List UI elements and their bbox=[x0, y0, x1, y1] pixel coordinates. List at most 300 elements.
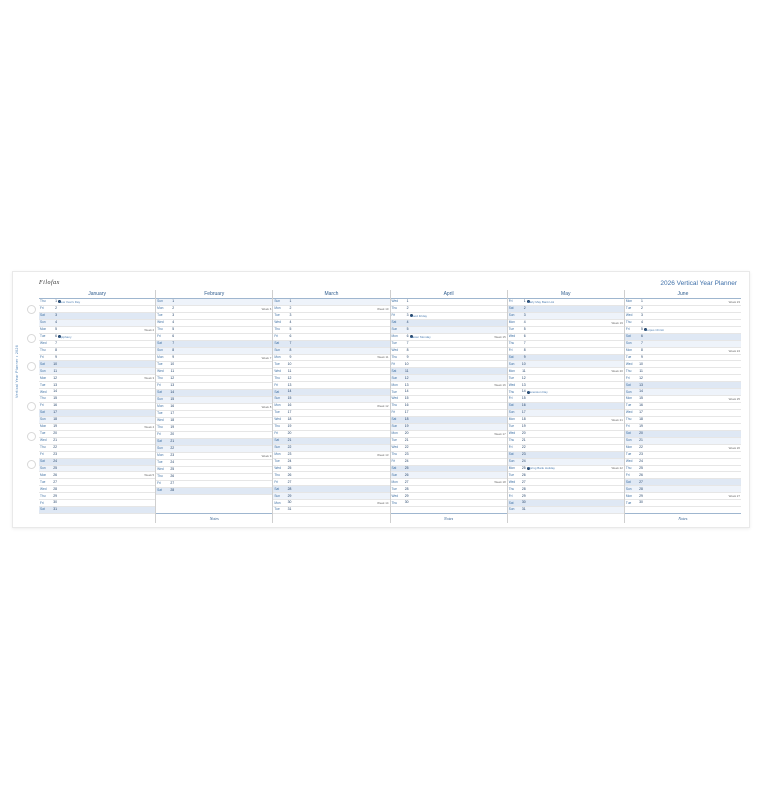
day-number: 24 bbox=[639, 458, 643, 463]
day-row[interactable] bbox=[508, 472, 624, 479]
day-weekday: Mon bbox=[157, 404, 164, 409]
day-row[interactable] bbox=[508, 431, 624, 438]
day-row[interactable] bbox=[625, 389, 741, 396]
day-row[interactable] bbox=[273, 361, 389, 368]
day-row[interactable] bbox=[39, 445, 155, 452]
day-note: Corpus Christi bbox=[644, 327, 664, 332]
day-row[interactable] bbox=[39, 327, 155, 334]
day-row[interactable] bbox=[39, 459, 155, 466]
day-row[interactable] bbox=[391, 452, 507, 459]
day-number: 18 bbox=[287, 417, 292, 422]
day-weekday: Thu bbox=[40, 396, 46, 401]
day-row[interactable] bbox=[508, 306, 624, 313]
day-row[interactable] bbox=[39, 507, 155, 514]
day-row[interactable] bbox=[156, 425, 272, 432]
day-row[interactable] bbox=[39, 431, 155, 438]
day-row[interactable] bbox=[391, 327, 507, 334]
day-row[interactable] bbox=[625, 334, 741, 341]
day-weekday: Sun bbox=[508, 313, 515, 318]
day-row[interactable] bbox=[273, 459, 389, 466]
day-weekday: Mon bbox=[625, 299, 633, 304]
day-row[interactable] bbox=[39, 375, 155, 382]
day-row[interactable] bbox=[391, 424, 507, 431]
day-row[interactable] bbox=[39, 466, 155, 473]
day-number: 20 bbox=[287, 431, 292, 436]
day-row[interactable] bbox=[625, 355, 741, 362]
day-number: 19 bbox=[639, 424, 643, 429]
day-weekday: Mon bbox=[40, 424, 47, 429]
day-number: 20 bbox=[53, 431, 57, 436]
day-row[interactable] bbox=[508, 375, 624, 382]
day-row[interactable] bbox=[273, 368, 389, 375]
day-row[interactable] bbox=[273, 313, 389, 320]
day-weekday: Mon bbox=[274, 354, 281, 359]
day-row[interactable] bbox=[273, 445, 389, 452]
day-weekday: Sun bbox=[625, 486, 632, 491]
day-row[interactable] bbox=[508, 368, 624, 375]
day-row[interactable] bbox=[273, 472, 389, 479]
day-row[interactable] bbox=[508, 396, 624, 403]
day-row[interactable] bbox=[273, 466, 389, 473]
day-row[interactable] bbox=[39, 355, 155, 362]
day-number: 30 bbox=[53, 500, 57, 505]
day-row[interactable] bbox=[273, 431, 389, 438]
day-row[interactable] bbox=[625, 500, 741, 507]
day-row[interactable] bbox=[156, 348, 272, 355]
day-row[interactable] bbox=[156, 369, 272, 376]
day-row[interactable] bbox=[273, 424, 389, 431]
day-row[interactable] bbox=[508, 445, 624, 452]
day-row[interactable] bbox=[625, 382, 741, 389]
day-weekday: Sun bbox=[274, 347, 281, 352]
day-number: 19 bbox=[404, 424, 409, 429]
day-row[interactable] bbox=[156, 362, 272, 369]
day-number: 26 bbox=[521, 472, 526, 477]
day-weekday: Fri bbox=[274, 382, 279, 387]
day-number: 29 bbox=[521, 493, 526, 498]
day-row[interactable] bbox=[508, 438, 624, 445]
day-row[interactable] bbox=[156, 334, 272, 341]
day-row[interactable] bbox=[391, 493, 507, 500]
day-row[interactable] bbox=[273, 500, 389, 507]
day-number: 10 bbox=[639, 361, 643, 366]
day-row[interactable] bbox=[39, 438, 155, 445]
day-number: 6 bbox=[640, 333, 643, 338]
day-weekday: Mon bbox=[625, 347, 633, 352]
day-row[interactable] bbox=[508, 382, 624, 389]
day-weekday: Wed bbox=[625, 410, 633, 415]
day-row[interactable] bbox=[625, 410, 741, 417]
day-row[interactable] bbox=[508, 459, 624, 466]
punch-hole bbox=[27, 305, 36, 314]
day-weekday: Sun bbox=[625, 340, 632, 345]
day-row[interactable] bbox=[39, 424, 155, 431]
day-number: 13 bbox=[639, 382, 643, 387]
day-row[interactable] bbox=[156, 474, 272, 481]
day-row[interactable] bbox=[273, 417, 389, 424]
day-weekday: Wed bbox=[625, 361, 633, 366]
day-row[interactable] bbox=[156, 341, 272, 348]
day-row[interactable] bbox=[156, 439, 272, 446]
day-row[interactable] bbox=[625, 424, 741, 431]
day-row[interactable] bbox=[625, 368, 741, 375]
day-weekday: Thu bbox=[625, 368, 632, 373]
day-number: 11 bbox=[639, 368, 643, 373]
day-weekday: Mon bbox=[40, 327, 47, 332]
day-row[interactable] bbox=[391, 459, 507, 466]
day-weekday: Thu bbox=[391, 403, 398, 408]
day-row[interactable] bbox=[508, 389, 624, 396]
day-number: 20 bbox=[639, 431, 643, 436]
day-row[interactable] bbox=[39, 452, 155, 459]
day-number: 5 bbox=[640, 327, 643, 332]
day-number: 25 bbox=[639, 465, 643, 470]
day-weekday: Wed bbox=[391, 396, 399, 401]
day-row[interactable] bbox=[156, 411, 272, 418]
day-row[interactable] bbox=[508, 341, 624, 348]
day-weekday: Wed bbox=[391, 347, 399, 352]
day-number: 24 bbox=[170, 460, 175, 465]
day-weekday: Sat bbox=[508, 451, 514, 456]
week-number: Week 16 bbox=[494, 383, 506, 388]
day-row[interactable] bbox=[625, 396, 741, 403]
day-number: 7 bbox=[55, 340, 57, 345]
day-weekday: Sun bbox=[157, 348, 163, 353]
day-row[interactable] bbox=[273, 299, 389, 306]
day-row[interactable] bbox=[273, 355, 389, 362]
day-row[interactable] bbox=[273, 479, 389, 486]
day-row[interactable] bbox=[156, 299, 272, 306]
day-weekday: Mon bbox=[391, 334, 398, 339]
day-row[interactable] bbox=[391, 375, 507, 382]
day-row[interactable] bbox=[391, 299, 507, 306]
day-row[interactable] bbox=[625, 507, 741, 513]
day-row[interactable] bbox=[508, 507, 624, 514]
day-row[interactable] bbox=[273, 486, 389, 493]
day-row[interactable] bbox=[625, 459, 741, 466]
day-row[interactable] bbox=[156, 432, 272, 439]
day-row[interactable] bbox=[508, 361, 624, 368]
month-column bbox=[508, 290, 625, 523]
day-row[interactable] bbox=[508, 479, 624, 486]
day-row[interactable] bbox=[156, 306, 272, 313]
day-number: 23 bbox=[404, 451, 409, 456]
day-row[interactable] bbox=[391, 320, 507, 327]
day-row[interactable] bbox=[156, 460, 272, 467]
day-weekday: Sun bbox=[508, 361, 515, 366]
day-number: 11 bbox=[522, 368, 526, 373]
day-number: 12 bbox=[639, 375, 643, 380]
day-row[interactable] bbox=[273, 396, 389, 403]
day-row[interactable] bbox=[625, 327, 741, 334]
day-row[interactable] bbox=[625, 320, 741, 327]
day-row[interactable] bbox=[625, 431, 741, 438]
day-weekday: Sun bbox=[40, 465, 46, 470]
day-number: 12 bbox=[53, 375, 57, 380]
day-row[interactable] bbox=[625, 341, 741, 348]
day-row[interactable] bbox=[273, 438, 389, 445]
day-row[interactable] bbox=[39, 389, 155, 396]
day-number: 10 bbox=[404, 361, 409, 366]
day-number: 3 bbox=[406, 313, 409, 318]
day-row[interactable] bbox=[39, 479, 155, 486]
day-weekday: Sat bbox=[625, 382, 631, 387]
day-row[interactable] bbox=[156, 481, 272, 488]
day-row[interactable] bbox=[391, 466, 507, 473]
day-number: 16 bbox=[639, 403, 643, 408]
week-number: Week 11 bbox=[377, 355, 389, 360]
day-row[interactable] bbox=[391, 389, 507, 396]
day-row[interactable] bbox=[156, 404, 272, 411]
day-row[interactable] bbox=[508, 320, 624, 327]
day-row[interactable] bbox=[391, 438, 507, 445]
day-weekday: Sat bbox=[508, 403, 514, 408]
day-number: 1 bbox=[640, 299, 643, 304]
year-planner-sheet bbox=[12, 271, 750, 528]
day-number: 8 bbox=[172, 348, 175, 353]
day-row[interactable] bbox=[508, 327, 624, 334]
day-row[interactable] bbox=[508, 313, 624, 320]
day-row[interactable] bbox=[39, 341, 155, 348]
day-row[interactable] bbox=[391, 306, 507, 313]
day-weekday: Mon bbox=[274, 306, 281, 311]
day-weekday: Sun bbox=[274, 396, 281, 401]
day-row[interactable] bbox=[39, 348, 155, 355]
day-number: 6 bbox=[55, 333, 57, 338]
month-header: April bbox=[391, 290, 507, 299]
day-row[interactable] bbox=[273, 389, 389, 396]
day-row[interactable] bbox=[391, 417, 507, 424]
month-header: March bbox=[273, 290, 389, 299]
day-number: 4 bbox=[172, 320, 175, 325]
day-row[interactable] bbox=[625, 375, 741, 382]
day-row[interactable] bbox=[39, 320, 155, 327]
day-row[interactable] bbox=[273, 341, 389, 348]
day-row[interactable] bbox=[625, 472, 741, 479]
day-row[interactable] bbox=[273, 320, 389, 327]
day-number: 17 bbox=[170, 411, 175, 416]
day-row[interactable] bbox=[625, 348, 741, 355]
day-weekday: Thu bbox=[157, 376, 163, 381]
day-row[interactable] bbox=[156, 418, 272, 425]
day-row[interactable] bbox=[39, 410, 155, 417]
day-row[interactable] bbox=[156, 507, 272, 513]
day-number: 28 bbox=[521, 486, 526, 491]
week-number: Week 23 bbox=[728, 299, 741, 304]
day-row[interactable] bbox=[391, 341, 507, 348]
day-row[interactable] bbox=[508, 466, 624, 473]
day-weekday: Wed bbox=[40, 486, 47, 491]
day-row[interactable] bbox=[391, 313, 507, 320]
day-row[interactable] bbox=[391, 334, 507, 341]
day-row[interactable] bbox=[625, 313, 741, 320]
day-row[interactable] bbox=[39, 486, 155, 493]
day-row[interactable] bbox=[273, 493, 389, 500]
day-row[interactable] bbox=[625, 403, 741, 410]
day-weekday: Sat bbox=[40, 410, 45, 415]
day-number: 15 bbox=[287, 396, 292, 401]
day-row[interactable] bbox=[391, 445, 507, 452]
day-row[interactable] bbox=[39, 500, 155, 507]
day-row[interactable] bbox=[391, 361, 507, 368]
day-row[interactable] bbox=[156, 390, 272, 397]
day-row[interactable] bbox=[391, 486, 507, 493]
day-weekday: Thu bbox=[391, 354, 398, 359]
day-row[interactable] bbox=[39, 313, 155, 320]
day-row[interactable] bbox=[391, 431, 507, 438]
day-row[interactable] bbox=[391, 403, 507, 410]
day-row[interactable] bbox=[391, 500, 507, 507]
week-number: Week 3 bbox=[144, 376, 155, 381]
day-weekday: Tue bbox=[274, 458, 280, 463]
day-row[interactable] bbox=[156, 453, 272, 460]
day-row[interactable] bbox=[156, 383, 272, 390]
day-row[interactable] bbox=[625, 361, 741, 368]
day-row[interactable] bbox=[625, 438, 741, 445]
day-row[interactable] bbox=[39, 417, 155, 424]
day-row[interactable] bbox=[391, 382, 507, 389]
day-weekday: Mon bbox=[508, 320, 515, 325]
day-weekday: Thu bbox=[625, 465, 632, 470]
day-weekday: Wed bbox=[40, 438, 47, 443]
day-row[interactable] bbox=[625, 445, 741, 452]
day-weekday: Mon bbox=[625, 493, 633, 498]
day-row[interactable] bbox=[156, 376, 272, 383]
day-row[interactable] bbox=[39, 334, 155, 341]
day-weekday: Sun bbox=[391, 375, 398, 380]
day-weekday: Fri bbox=[391, 410, 396, 415]
day-number: 10 bbox=[521, 361, 526, 366]
day-weekday: Mon bbox=[274, 500, 281, 505]
day-number: 14 bbox=[170, 390, 175, 395]
day-row[interactable] bbox=[391, 507, 507, 513]
day-row[interactable] bbox=[391, 472, 507, 479]
day-row[interactable] bbox=[625, 486, 741, 493]
day-row[interactable] bbox=[625, 466, 741, 473]
day-row[interactable] bbox=[156, 327, 272, 334]
day-row[interactable] bbox=[508, 355, 624, 362]
day-row[interactable] bbox=[39, 403, 155, 410]
day-number: 9 bbox=[406, 354, 409, 359]
day-row[interactable] bbox=[39, 382, 155, 389]
day-row[interactable] bbox=[391, 396, 507, 403]
day-row[interactable] bbox=[39, 361, 155, 368]
day-number: 15 bbox=[404, 396, 409, 401]
day-row[interactable] bbox=[508, 486, 624, 493]
day-number: 11 bbox=[404, 368, 409, 373]
day-weekday: Fri bbox=[391, 458, 396, 463]
day-row[interactable] bbox=[156, 488, 272, 495]
day-row[interactable] bbox=[39, 396, 155, 403]
day-row[interactable] bbox=[273, 382, 389, 389]
day-note: Epiphany bbox=[59, 334, 72, 339]
day-list bbox=[273, 299, 389, 514]
day-row[interactable] bbox=[273, 375, 389, 382]
day-number: 2 bbox=[523, 306, 526, 311]
day-row[interactable] bbox=[625, 479, 741, 486]
day-row[interactable] bbox=[625, 417, 741, 424]
day-weekday: Thu bbox=[625, 417, 632, 422]
day-row[interactable] bbox=[391, 410, 507, 417]
day-number: 26 bbox=[287, 472, 292, 477]
day-row[interactable] bbox=[156, 313, 272, 320]
day-number: 21 bbox=[53, 438, 57, 443]
day-row[interactable] bbox=[39, 368, 155, 375]
day-weekday: Sun bbox=[508, 410, 515, 415]
day-row[interactable] bbox=[156, 467, 272, 474]
day-row[interactable] bbox=[508, 410, 624, 417]
day-row[interactable] bbox=[39, 472, 155, 479]
day-weekday: Tue bbox=[40, 431, 46, 436]
day-number: 31 bbox=[287, 507, 292, 512]
day-row[interactable] bbox=[391, 355, 507, 362]
day-weekday: Thu bbox=[625, 320, 632, 325]
day-row[interactable] bbox=[508, 493, 624, 500]
week-number: Week 13 bbox=[377, 452, 389, 457]
day-row[interactable] bbox=[273, 403, 389, 410]
day-weekday: Tue bbox=[157, 411, 163, 416]
day-number: 12 bbox=[170, 376, 175, 381]
day-row[interactable] bbox=[156, 446, 272, 453]
day-row[interactable] bbox=[391, 479, 507, 486]
day-row[interactable] bbox=[625, 306, 741, 313]
day-row[interactable] bbox=[156, 355, 272, 362]
day-row[interactable] bbox=[508, 299, 624, 306]
day-row[interactable] bbox=[273, 410, 389, 417]
day-number: 21 bbox=[404, 438, 409, 443]
day-row[interactable] bbox=[508, 500, 624, 507]
day-row[interactable] bbox=[508, 403, 624, 410]
day-row[interactable] bbox=[273, 348, 389, 355]
day-row[interactable] bbox=[625, 452, 741, 459]
day-row[interactable] bbox=[625, 299, 741, 306]
day-note: Good Friday bbox=[410, 313, 428, 318]
day-row[interactable] bbox=[156, 397, 272, 404]
day-number: 12 bbox=[521, 375, 526, 380]
day-row[interactable] bbox=[625, 493, 741, 500]
day-weekday: Sun bbox=[508, 507, 515, 512]
day-number: 10 bbox=[170, 362, 175, 367]
day-number: 2 bbox=[172, 306, 175, 311]
notes-footer: Notes bbox=[391, 513, 507, 523]
day-row[interactable] bbox=[156, 320, 272, 327]
day-row[interactable] bbox=[391, 368, 507, 375]
day-row[interactable] bbox=[39, 306, 155, 313]
week-number: Week 6 bbox=[261, 307, 272, 311]
day-weekday: Fri bbox=[508, 299, 513, 304]
day-row[interactable] bbox=[508, 452, 624, 459]
day-row[interactable] bbox=[508, 417, 624, 424]
day-row[interactable] bbox=[508, 334, 624, 341]
day-number: 4 bbox=[406, 320, 409, 325]
day-weekday: Sat bbox=[508, 354, 514, 359]
day-number: 4 bbox=[640, 320, 643, 325]
day-number: 29 bbox=[287, 493, 292, 498]
day-row[interactable] bbox=[273, 507, 389, 514]
day-row[interactable] bbox=[39, 493, 155, 500]
day-row[interactable] bbox=[273, 452, 389, 459]
day-number: 25 bbox=[53, 465, 57, 470]
day-row[interactable] bbox=[39, 299, 155, 306]
day-row[interactable] bbox=[273, 334, 389, 341]
day-row[interactable] bbox=[508, 348, 624, 355]
day-row[interactable] bbox=[508, 424, 624, 431]
day-weekday: Tue bbox=[157, 362, 163, 367]
day-row[interactable] bbox=[273, 327, 389, 334]
day-row[interactable] bbox=[391, 348, 507, 355]
day-row[interactable] bbox=[273, 306, 389, 313]
day-number: 18 bbox=[170, 418, 175, 423]
